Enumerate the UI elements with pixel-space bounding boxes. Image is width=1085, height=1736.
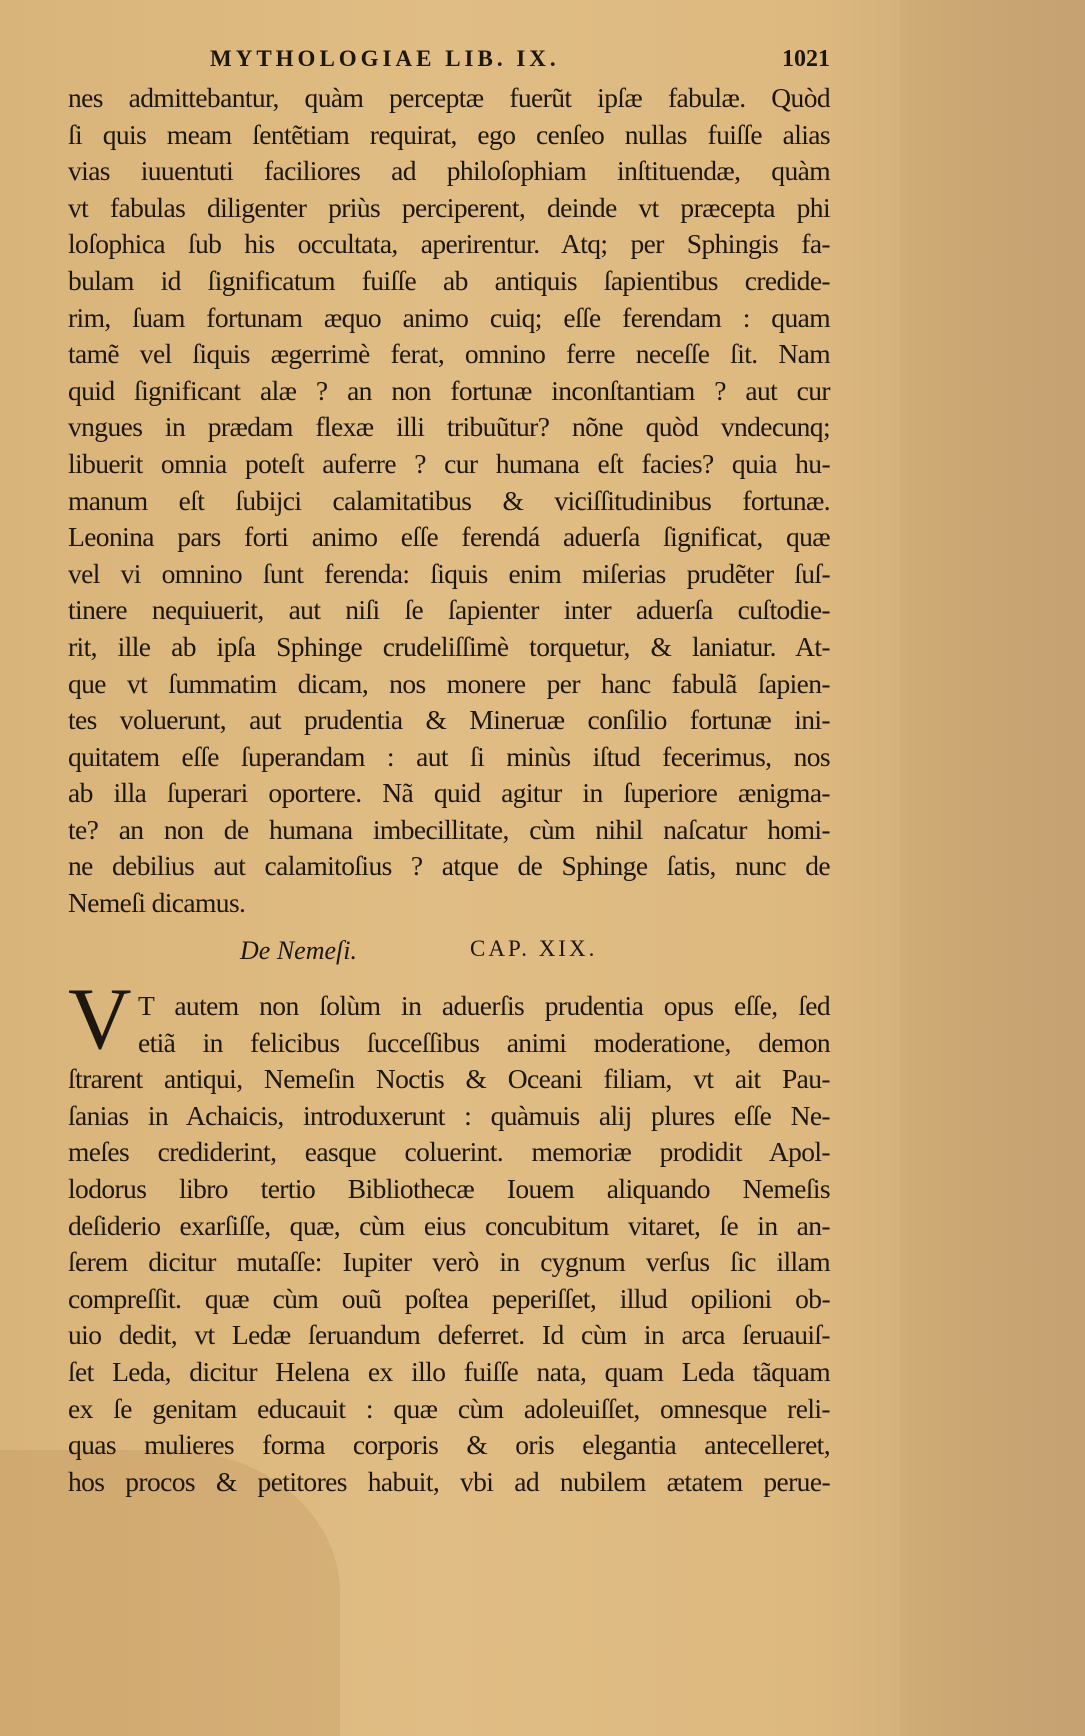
text-line: manum eſt ſubijci calamitatibus & viciſſitudinibus fortunæ. — [68, 484, 830, 516]
text-line: meſes crediderint, easque coluerint. memoriæ prodidit Apol- — [68, 1136, 830, 1168]
drop-cap: V — [68, 971, 132, 1068]
text-line: tes voluerunt, aut prudentia & Mineruæ conſilio fortunæ ini- — [68, 704, 830, 736]
text-line: vel vi omnino ſunt ferenda: ſiquis enim miſerias prudẽter ſuſ- — [68, 557, 830, 589]
text-line: ne debilius aut calamitoſius ? atque de Sphinge ſatis, nunc de — [68, 850, 830, 882]
text-line: T autem non ſolùm in aduerſis prudentia opus eſſe, ſed — [138, 990, 830, 1021]
text-line: rit, ille ab ipſa Sphinge crudeliſſimè torquetur, & laniatur. At- — [68, 630, 830, 662]
text-line: rim, ſuam fortunam æquo animo cuiq; eſſe ferendam : quam — [68, 301, 830, 333]
page-number: 1021 — [782, 46, 830, 72]
text-line: uio dedit, vt Ledæ ſeruandum deferret. Id cùm in arca ſeruauiſ- — [68, 1319, 830, 1351]
chapter-title: De Nemeſi. — [240, 936, 357, 965]
text-line: ſerem dicitur mutaſſe: Iupiter verò in cygnum verſus ſic illam — [68, 1246, 830, 1278]
chapter-heading — [240, 936, 720, 976]
chapter-number: CAP. XIX. — [470, 936, 598, 961]
text-line: quid ſignificant alæ ? an non fortunæ inconſtantiam ? aut cur — [68, 374, 830, 406]
text-line: te? an non de humana imbecillitate, cùm nihil naſcatur homi- — [68, 813, 830, 845]
text-block-nemesis — [68, 988, 830, 1500]
text-block-sphinx — [68, 80, 830, 922]
text-line: ſet Leda, dicitur Helena ex illo fuiſſe nata, quam Leda tãquam — [68, 1355, 830, 1387]
text-line: ab illa ſuperari oportere. Nã quid agitur in ſuperiore ænigma- — [68, 777, 830, 809]
page-edge-shading — [900, 0, 1085, 1736]
text-line: que vt ſummatim dicam, nos monere per hanc fabulã ſapien- — [68, 667, 830, 699]
text-line: ſanias in Achaicis, introduxerunt : quàmuis alij plures eſſe Ne- — [68, 1099, 830, 1131]
text-line: nes admittebantur, quàm perceptæ fuerũt ipſæ fabulæ. Quòd — [68, 82, 830, 113]
text-line: vias iuuentuti faciliores ad philoſophiam inſtituendæ, quàm — [68, 155, 830, 187]
text-line: compreſſit. quæ cùm ouũ poſtea peperiſſet, illud opilioni ob- — [68, 1282, 830, 1314]
text-line: libuerit omnia poteſt auferre ? cur humana eſt facies? quia hu- — [68, 447, 830, 479]
running-title: MYTHOLOGIAE LIB. IX. — [210, 46, 560, 71]
text-line: bulam id ſignificatum fuiſſe ab antiquis ſapientibus credide- — [68, 264, 830, 296]
text-line: tinere nequiuerit, aut niſi ſe ſapienter inter aduerſa cuſtodie- — [68, 594, 830, 626]
text-line: Leonina pars forti animo eſſe ferendá aduerſa ſignificat, quæ — [68, 521, 830, 553]
text-line: ex ſe genitam educauit : quæ cùm adoleuiſſet, omnesque reli- — [68, 1392, 830, 1424]
text-line: lodorus libro tertio Bibliothecæ Iouem aliquando Nemeſis — [68, 1172, 830, 1204]
text-line: quas mulieres forma corporis & oris elegantia antecelleret, — [68, 1429, 830, 1461]
running-header — [140, 46, 830, 82]
text-line: deſiderio exarſiſſe, quæ, cùm eius concubitum vitaret, ſe in an- — [68, 1209, 830, 1241]
text-line: etiã in felicibus ſucceſſibus animi moderatione, demon — [138, 1026, 830, 1058]
text-line: vngues in prædam flexæ illi tribuũtur? nõne quòd vndecunq; — [68, 411, 830, 443]
text-line: Nemeſi dicamus. — [68, 887, 246, 919]
text-line: hos procos & petitores habuit, vbi ad nubilem ætatem perue- — [68, 1465, 830, 1497]
text-line: quitatem eſſe ſuperandam : aut ſi minùs iſtud fecerimus, nos — [68, 740, 830, 772]
text-line: tamẽ vel ſiquis ægerrimè ferat, omnino ferre neceſſe ſit. Nam — [68, 338, 830, 370]
text-line: vt fabulas diligenter priùs perciperent, deinde vt præcepta phi — [68, 191, 830, 223]
text-line: ſi quis meam ſentẽtiam requirat, ego cenſeo nullas fuiſſe alias — [68, 118, 830, 150]
text-line: loſophica ſub his occultata, aperirentur. Atq; per Sphingis fa- — [68, 228, 830, 260]
text-line: ſtrarent antiqui, Nemeſin Noctis & Oceani filiam, vt ait Pau- — [68, 1063, 830, 1095]
